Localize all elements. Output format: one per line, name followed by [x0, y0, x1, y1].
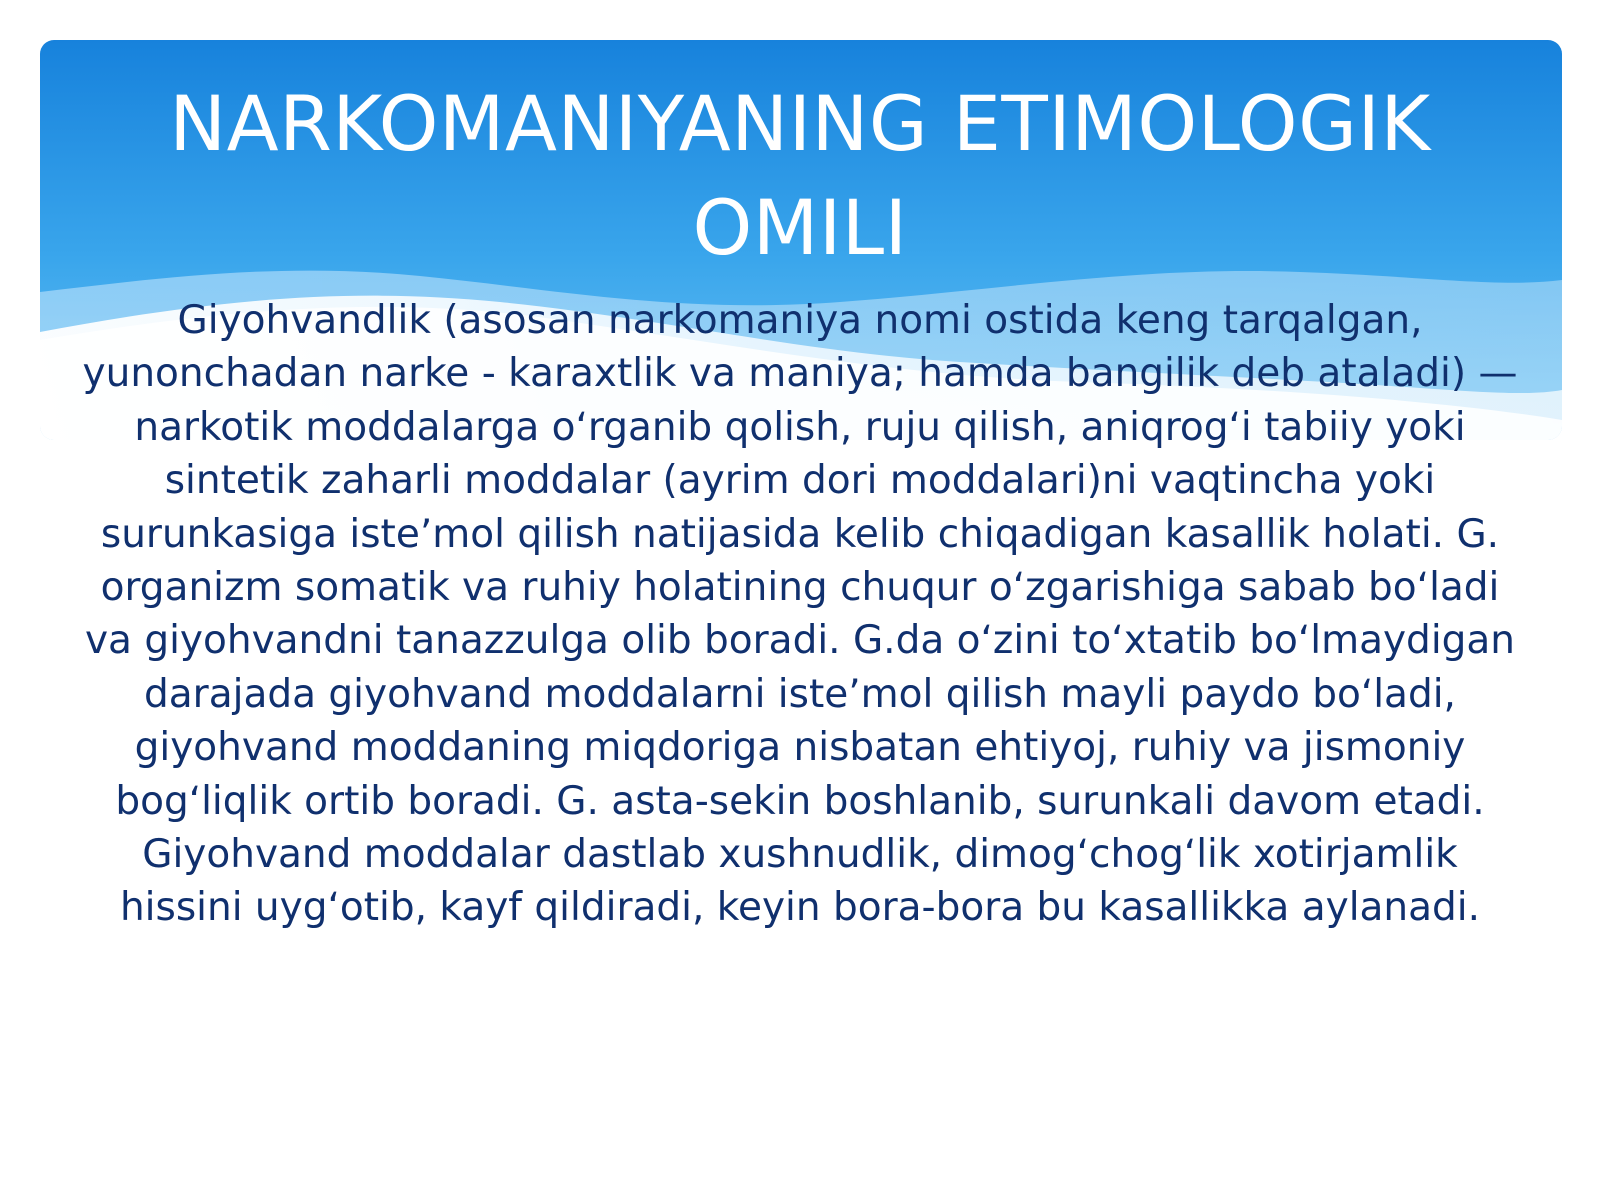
slide-title: NARKOMANIYANING ETIMOLOGIK OMILI	[169, 79, 1431, 272]
slide-body-text: Giyohvandlik (asosan narkomaniya nomi ostida keng tarqalgan, yunonchadan narke - karaxtlik va maniya; hamda bangilik deb ataladi) — narkotik moddalarga oʻrganib qolish, ruju qilish, aniqrogʻi tabiiy yoki sintetik zaharli moddalar (ayrim dori moddalari)ni vaqtincha yoki surunkasiga isteʼmol qilish natijasida kelib chiqadigan kasallik holati. G. organizm somatik va ruhiy holatining chuqur oʻzgarishiga sabab boʻladi va giyohvandni tanazzulga olib boradi. G.da oʻzini toʻxtatib boʻlmaydigan darajada giyohvand moddalarni isteʼmol qilish mayli paydo boʻladi, giyohvand moddaning miqdoriga nisbatan ehtiyoj, ruhiy va jismoniy bogʻliqlik ortib boradi. G. asta-sekin boshlanib, surunkali davom etadi. Giyohvand moddalar dastlab xushnudlik, dimogʻchogʻlik xotirjamlik hissini uygʻotib, kayf qildiradi, keyin bora-bora bu kasallikka aylanadi.	[82, 298, 1518, 931]
